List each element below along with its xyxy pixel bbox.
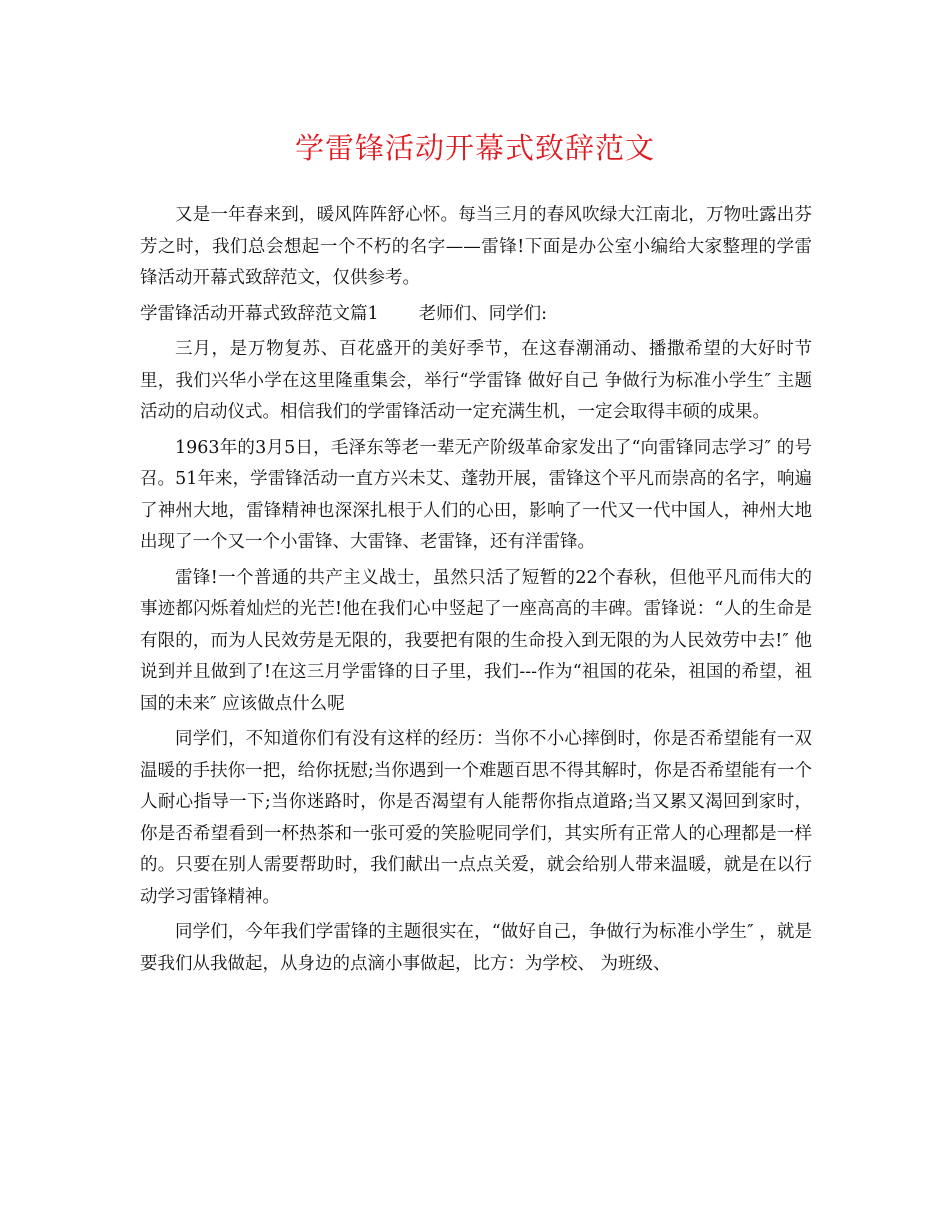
- section-heading-line: [140, 299, 812, 331]
- intro-paragraph: 又是一年春来到，暖风阵阵舒心怀。每当三月的春风吹绿大江南北，万物吐露出芬芳之时，我们总会想起一个不朽的名字——雷锋!下面是办公室小编给大家整理的学雷锋活动开幕式致辞范文，仅供参考。: [140, 205, 812, 288]
- body-paragraph: 三月，是万物复苏、百花盛开的美好季节，在这春潮涌动、播撒希望的大好时节里，我们兴华小学在这里隆重集会，举行“学雷锋 做好自己 争做行为标准小学生″ 主题活动的启动仪式。相信我们的学雷锋活动一定充满生机，一定会取得丰硕的成果。: [140, 339, 812, 422]
- document-body: [140, 200, 812, 984]
- body-paragraph: 1963年的3月5日，毛泽东等老一辈无产阶级革命家发出了“向雷锋同志学习″ 的号召。51年来，学雷锋活动一直方兴未艾、蓬勃开展，雷锋这个平凡而崇高的名字，响遍了神州大地，雷锋精神也深深扎根于人们的心田，影响了一代又一代中国人，神州大地出现了一个又一个小雷锋、大雷锋、老雷锋，还有洋雷锋。: [140, 437, 812, 552]
- salutation: 老师们、同学们:: [418, 303, 548, 324]
- section-heading: 学雷锋活动开幕式致辞范文篇1: [140, 303, 379, 324]
- body-paragraph: 同学们，今年我们学雷锋的主题很实在，“做好自己，争做行为标准小学生″ ，就是要我们从我做起，从身边的点滴小事做起，比方：为学校、 为班级、: [140, 922, 812, 974]
- document-title: 学雷锋活动开幕式致辞范文: [294, 131, 655, 165]
- body-paragraph: 雷锋!一个普通的共产主义战士，虽然只活了短暂的22个春秋，但他平凡而伟大的事迹都闪烁着灿烂的光芒!他在我们心中竖起了一座高高的丰碑。雷锋说：“人的生命是有限的，而为人民效劳是无限的，我要把有限的生命投入到无限的为人民效劳中去!″ 他说到并且做到了!在这三月学雷锋的日子里，我们---作为“祖国的花朵，祖国的希望，祖国的未来″ 应该做点什么呢: [140, 567, 812, 714]
- body-paragraph: 同学们，不知道你们有没有这样的经历：当你不小心摔倒时，你是否希望能有一双温暖的手扶你一把，给你抚慰;当你遇到一个难题百思不得其解时，你是否希望能有一个人耐心指导一下;当你迷路时，你是否渴望有人能帮你指点道路;当又累又渴回到家时，你是否希望看到一杯热茶和一张可爱的笑脸呢同学们，其实所有正常人的心理都是一样的。只要在别人需要帮助时，我们献出一点点关爱，就会给别人带来温暖，就是在以行动学习雷锋精神。: [140, 729, 812, 907]
